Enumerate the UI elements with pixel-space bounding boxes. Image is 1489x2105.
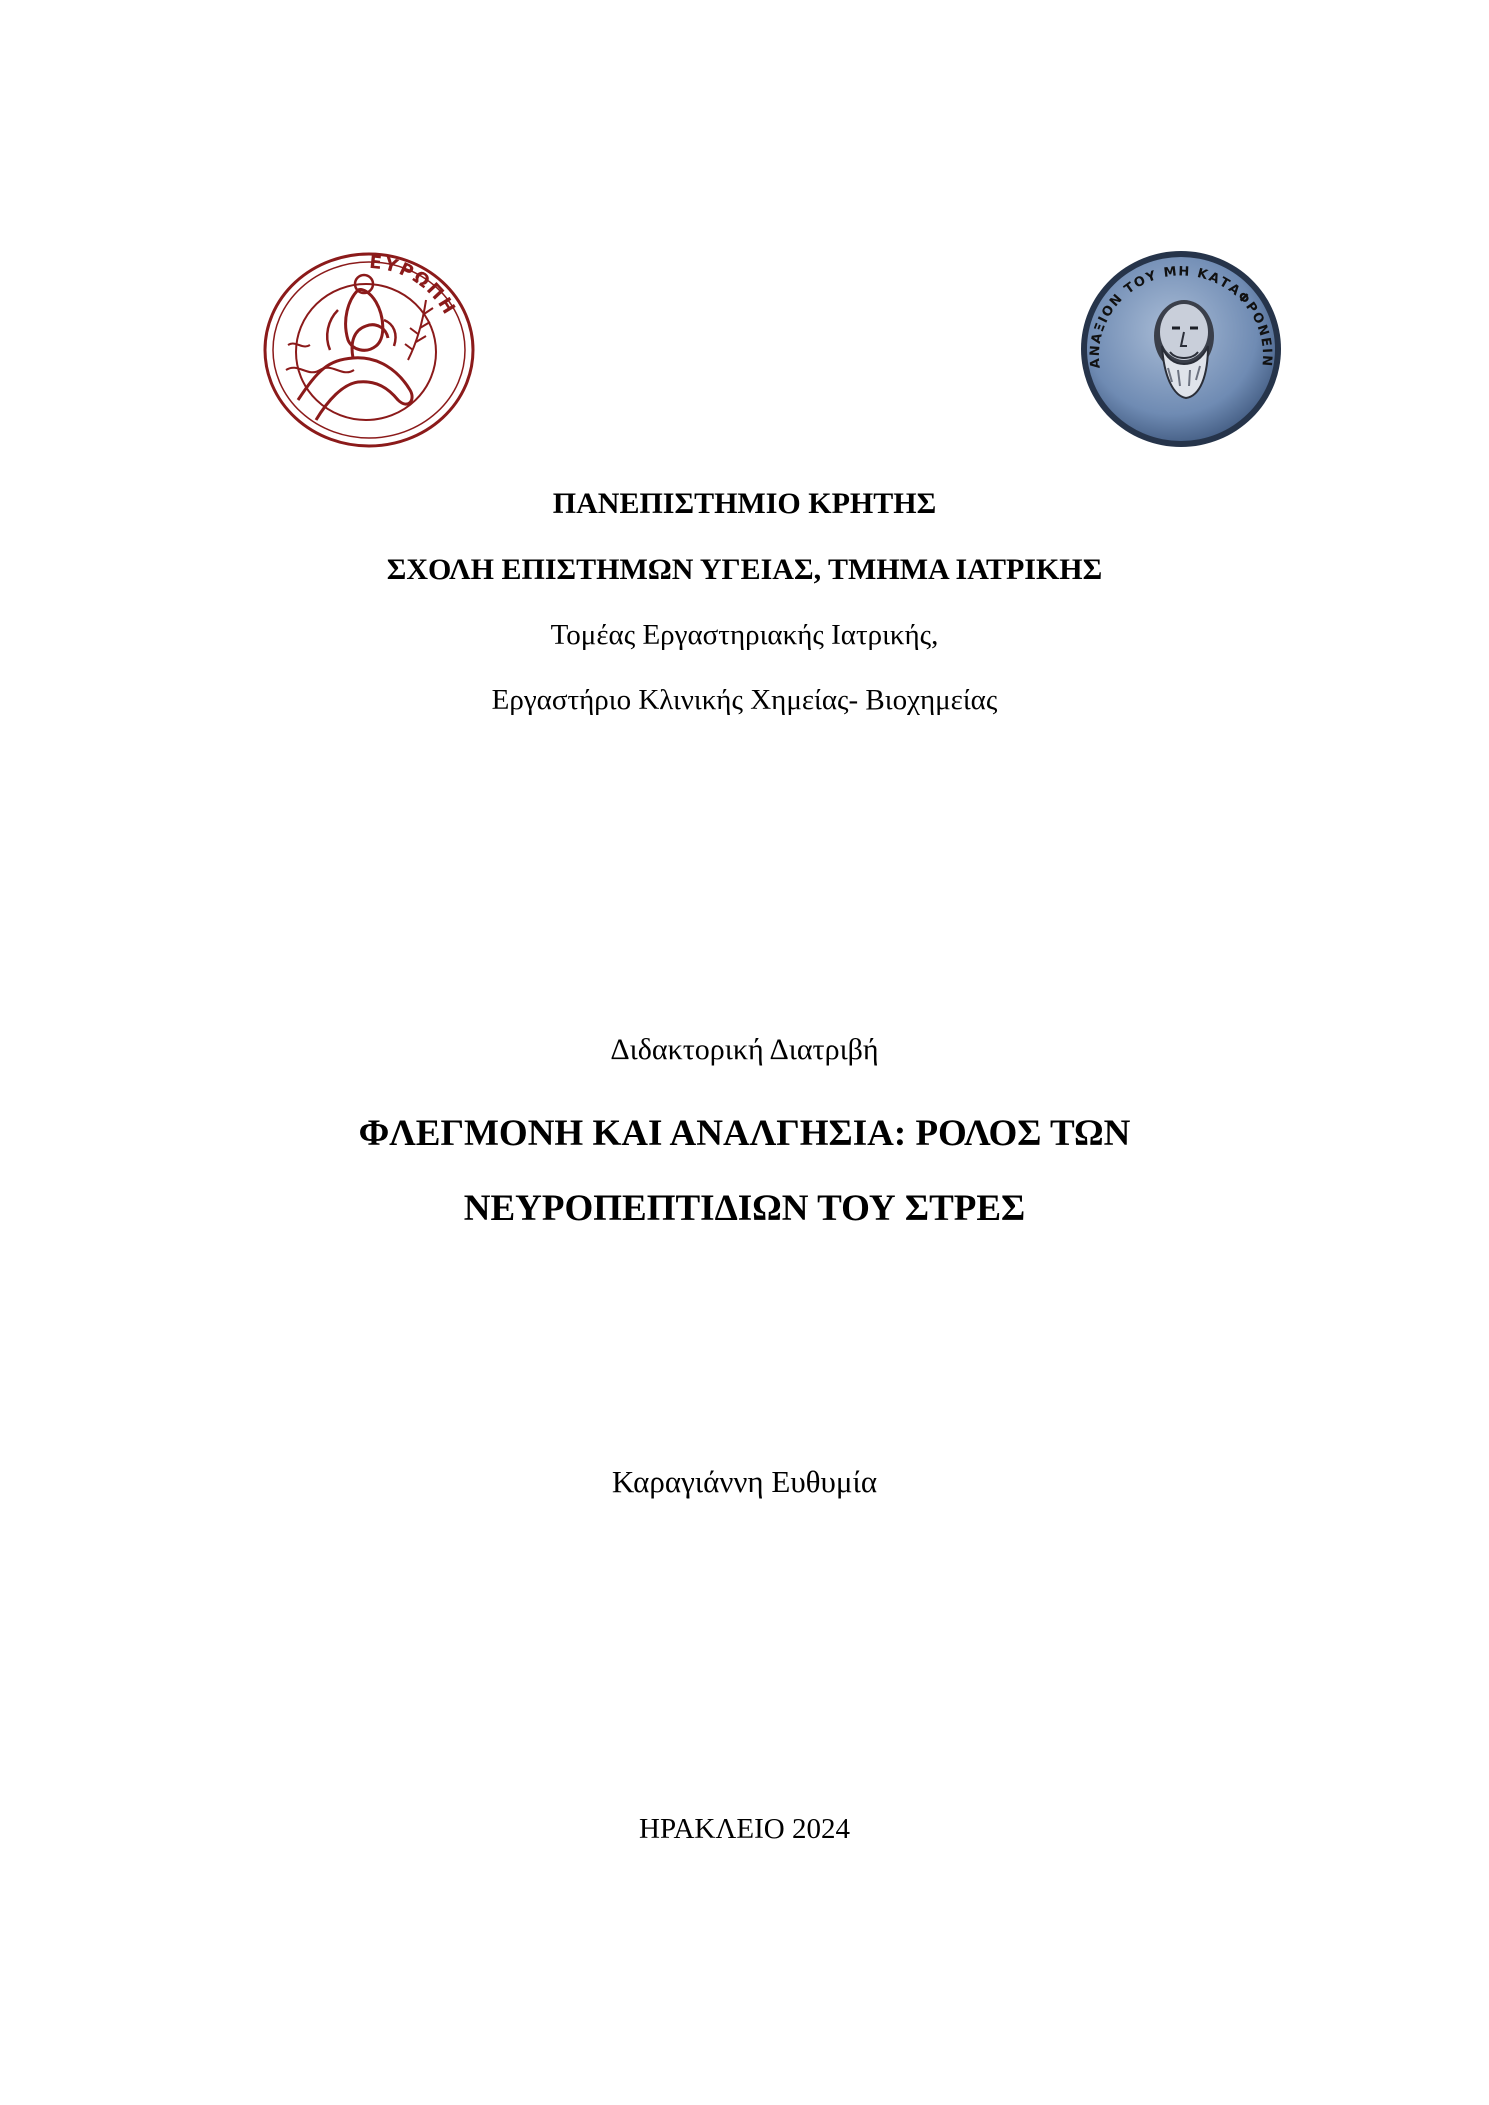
- sector-name: Τομέας Εργαστηριακής Ιατρικής,: [550, 619, 939, 651]
- medical-school-coin-logo: [1078, 248, 1284, 450]
- university-of-crete-seal-icon: [258, 250, 480, 450]
- university-seal-logo: [258, 250, 480, 450]
- document-type: Διδακτορική Διατριβή: [610, 1033, 879, 1066]
- thesis-title-line-2: ΝΕΥΡΟΠΕΠΤΙΔΙΩΝ ΤΟΥ ΣΤΡΕΣ: [463, 1188, 1026, 1229]
- author-name: Καραγιάννη Ευθυμία: [611, 1464, 878, 1499]
- coin-lettering: ΑΝΑΞΙΟΝ ΤΟΥ ΜΗ ΚΑΤΑΦΡΟΝΕΙΝ: [1087, 264, 1275, 370]
- lab-name: Εργαστήριο Κλινικής Χημείας- Βιοχημείας: [491, 684, 998, 716]
- place-year: ΗΡΑΚΛΕΙΟ 2024: [639, 1813, 850, 1845]
- medical-school-coin-icon: [1078, 248, 1284, 450]
- university-name: ΠΑΝΕΠΙΣΤΗΜΙΟ ΚΡΗΤΗΣ: [552, 487, 937, 520]
- thesis-title-line-1: ΦΛΕΓΜΟΝΗ ΚΑΙ ΑΝΑΛΓΗΣΙΑ: ΡΟΛΟΣ ΤΩΝ: [358, 1113, 1131, 1154]
- seal-lettering: ΕΥΡΩΠΗ: [368, 251, 461, 320]
- school-name: ΣΧΟΛΗ ΕΠΙΣΤΗΜΩΝ ΥΓΕΙΑΣ, ΤΜΗΜΑ ΙΑΤΡΙΚΗΣ: [386, 553, 1103, 586]
